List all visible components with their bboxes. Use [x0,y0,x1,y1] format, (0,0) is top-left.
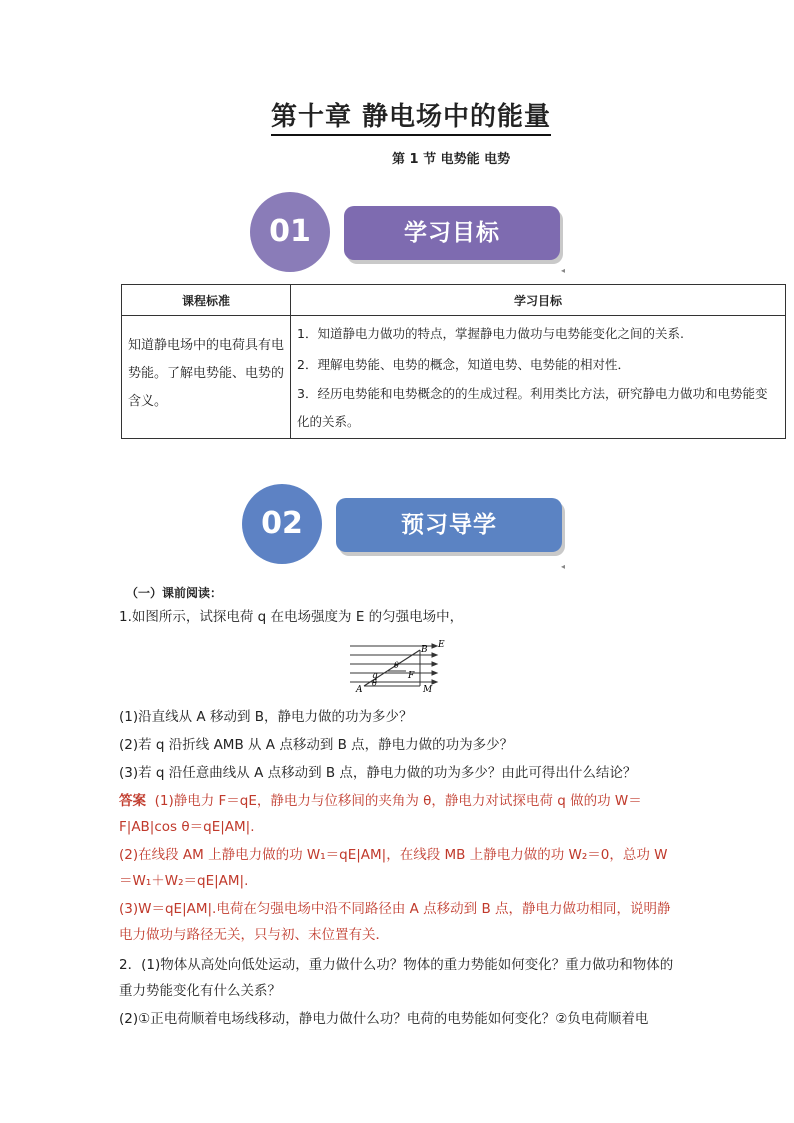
label-B: B [421,645,428,655]
label-theta-b: θ [394,661,399,670]
question-1-part-1: (1)沿直线从 A 移动到 B，静电力做的功为多少？ [119,709,413,725]
label-theta-a: θ [372,679,377,688]
paragraph-mark-icon: ◂ [561,562,566,571]
answer-1 [119,788,679,840]
section-title: 第 1 节 电势能 电势 [392,152,511,167]
goals-table [121,284,786,439]
label-M: M [423,685,433,695]
label-q: q [372,671,378,681]
chapter-title: 第十章 静电场中的能量 [0,96,794,133]
electric-field-figure [346,636,450,696]
answer-part-3: (3)W＝qE|AM|.电荷在匀强电场中沿不同路径由 A 点移动到 B 点，静电力做功相同，说明静电力做功与路径无关，只与初、末位置有关． [119,901,671,943]
question-1-part-2: (2)若 q 沿折线 AMB 从 A 点移动到 B 点，静电力做的功为多少？ [119,737,514,753]
section-label: （一）课前阅读： [126,586,223,600]
answer-label: 答案 [119,793,146,809]
answer-part-1: (1)静电力 F＝qE，静电力与位移间的夹角为 θ，静电力对试探电荷 q 做的功 W＝F|AB|cos θ＝qE|AM|. [119,793,642,835]
label-F: F [408,671,415,681]
question-1-part-3: (3)若 q 沿任意曲线从 A 点移动到 B 点，静电力做的功为多少？由此可得出什么结论？ [119,765,637,781]
badge-number: 02 [242,484,322,564]
question-2-part-2: (2)①正电荷顺着电场线移动，静电力做什么功？电荷的电势能如何变化？②负电荷顺着电 [119,1011,649,1027]
label-A: A [356,685,363,695]
paragraph-mark-icon: ◂ [561,266,566,275]
table-header: 学习目标 [291,285,786,316]
objective-item: 3．经历电势能和电势概念的的生成过程。利用类比方法，研究静电力做功和电势能变化的关系。 [297,386,768,429]
answer-part-2: (2)在线段 AM 上静电力做的功 W₁＝qE|AM|，在线段 MB 上静电力做的功 W₂＝0，总功 W＝W₁＋W₂＝qE|AM|. [119,847,668,889]
objective-item: 2．理解电势能、电势的概念，知道电势、电势能的相对性． [297,357,630,372]
label-E: E [438,640,445,650]
badge-bar: 学习目标 [344,206,560,260]
learning-objectives [291,316,786,439]
question-2-part-1: 2．(1)物体从高处向低处运动，重力做什么功？物体的重力势能如何变化？重力做功和物体的重力势能变化有什么关系？ [119,957,674,999]
badge-number: 01 [250,192,330,272]
objective-item: 1．知道静电力做功的特点，掌握静电力做功与电势能变化之间的关系. [297,326,684,341]
question-1-intro: 1.如图所示，试探电荷 q 在电场强度为 E 的匀强电场中， [119,609,464,625]
badge-bar: 预习导学 [336,498,562,552]
table-header: 课程标准 [122,285,291,316]
table-header-row [122,285,786,316]
table-row [122,316,786,439]
course-standard: 知道静电场中的电荷具有电势能。了解电势能、电势的含义。 [122,316,291,439]
